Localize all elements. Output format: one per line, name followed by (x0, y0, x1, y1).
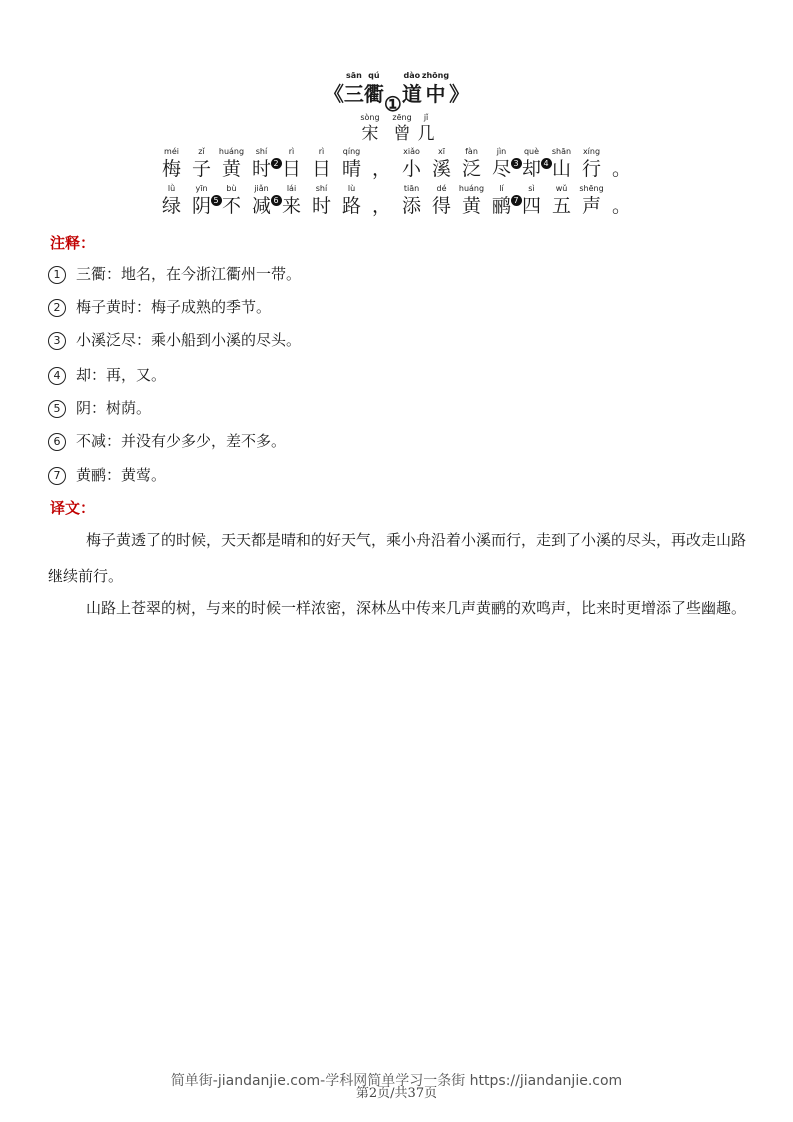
title-char: qú 衢 (363, 71, 384, 106)
note-number: 2 (48, 299, 66, 317)
note-number: 5 (48, 400, 66, 418)
poem-char: shān 山 (551, 147, 572, 180)
poem-char: qíng 晴 (341, 147, 361, 180)
note-item (48, 464, 166, 486)
poem-char: rì 日 (311, 147, 331, 180)
title-open-bracket: 《 (323, 82, 344, 106)
poem-title (0, 70, 793, 116)
note-mark-4: 4 (541, 158, 552, 169)
poem-char: què 却 (521, 147, 541, 180)
poem-line-2 (0, 183, 793, 218)
note-number: 1 (48, 266, 66, 284)
note-text: 黄鹂：黄莺。 (76, 466, 167, 484)
poem-char: shí 时 (251, 147, 271, 180)
note-number: 4 (48, 367, 66, 385)
poem-char: xiǎo 小 (401, 147, 421, 180)
note-item (48, 397, 151, 419)
translation-heading: 译文： (50, 499, 96, 517)
translation-paragraph: 山路上苍翠的树，与来的时候一样浓密，深林丛中传来几声黄鹂的欢鸣声，比来时更增添了些幽趣。 (86, 599, 747, 617)
note-text: 不减：并没有少多少，差不多。 (76, 432, 287, 450)
poem-char: zǐ 子 (191, 147, 211, 180)
note-mark-2: 2 (271, 158, 282, 169)
note-text: 梅子黄时：梅子成熟的季节。 (76, 298, 272, 316)
period: 。 (611, 158, 631, 180)
poem-char: xī 溪 (431, 147, 451, 180)
note-item (48, 329, 301, 351)
period: 。 (611, 195, 631, 217)
poem-char: jìn 尽 (491, 147, 511, 180)
comma: ， (371, 195, 391, 217)
note-mark-7: 7 (511, 195, 522, 206)
poem-char: lí 鹂 (491, 184, 511, 217)
author-char: zēng 曾 (392, 113, 412, 144)
title-close-bracket: 》 (449, 82, 470, 106)
poem-char: xíng 行 (581, 147, 601, 180)
notes-heading: 注释： (50, 234, 96, 252)
comma: ， (371, 158, 391, 180)
poem-char: lǜ 绿 (161, 184, 181, 217)
poem-char: shí 时 (311, 184, 331, 217)
page-number: 第2页/共37页 (355, 1086, 438, 1101)
translation-paragraph: 梅子黄透了的时候，天天都是晴和的好天气，乘小舟沿着小溪而行，走到了小溪的尽头，再改走山路继续前行。 (48, 531, 747, 585)
poem-char: jiǎn 减 (251, 184, 271, 217)
title-char: sān 三 (343, 71, 364, 106)
poem-char: fàn 泛 (461, 147, 481, 180)
poem-line-1 (0, 146, 793, 181)
poem-char: méi 梅 (161, 147, 181, 180)
note-text: 三衢：地名，在今浙江衢州一带。 (76, 265, 302, 283)
note-text: 小溪泛尽：乘小船到小溪的尽头。 (76, 331, 302, 349)
note-mark-6: 6 (271, 195, 282, 206)
poem-char: bù 不 (221, 184, 241, 217)
note-item (48, 430, 286, 452)
poem-char: yīn 阴 (191, 184, 211, 217)
note-item (48, 296, 271, 318)
poem-author (0, 112, 793, 145)
title-note-mark: ① (383, 92, 402, 116)
author-char: jǐ 几 (417, 113, 435, 144)
poem-char: sì 四 (521, 184, 541, 217)
title-char: zhōng 中 (421, 71, 450, 106)
poem-char: tiān 添 (401, 184, 421, 217)
footer-watermark: 简单街-jiandanjie.com-学科网简单学习一条街 https://jiandanjie.com (170, 1073, 623, 1089)
note-number: 6 (48, 433, 66, 451)
note-mark-5: 5 (211, 195, 222, 206)
title-char: dào 道 (401, 71, 422, 106)
poem-char: huáng 黄 (218, 147, 245, 180)
poem-char: lù 路 (341, 184, 361, 217)
poem-char: wǔ 五 (551, 184, 571, 217)
note-text: 阴：树荫。 (76, 399, 152, 417)
poem-char: dé 得 (431, 184, 451, 217)
note-text: 却：再，又。 (76, 366, 167, 384)
poem-char: rì 日 (281, 147, 301, 180)
note-item (48, 263, 301, 285)
note-mark-3: 3 (511, 158, 522, 169)
poem-char: huáng 黄 (458, 184, 485, 217)
poem-char: lái 来 (281, 184, 301, 217)
page-footer (0, 1070, 793, 1101)
note-number: 7 (48, 467, 66, 485)
note-item (48, 364, 166, 386)
note-number: 3 (48, 332, 66, 350)
author-char: sòng 宋 (360, 113, 380, 144)
poem-char: shēng 声 (579, 184, 604, 217)
